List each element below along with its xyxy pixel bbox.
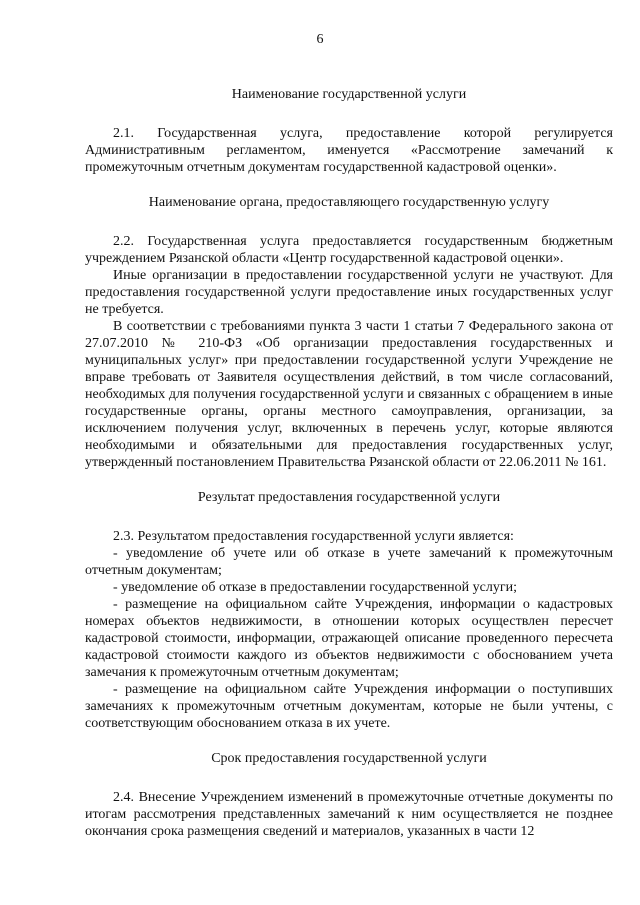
paragraph: В соответствии с требованиями пункта 3 части 1 статьи 7 Федерального закона от 27.07.2010 № 210-ФЗ «Об организации предоставления государственных и муниципальных услуг» при предоставлении государственной услуги Учреждение не вправе требовать от Заявителя осуществления действий, в том числе согласований, необходимых для получения государственной услуги и связанных с обращением в иные государственные органы, органы местного самоуправления, организации, за исключением получения услуг, включенных в перечень услуг, которые являются необходимыми и обязательными для предоставления государственных услуг, утвержденный постановлением Правительства Рязанской области от 22.06.2011 № 161. [85,319,613,470]
section-heading: Наименование органа, предоставляющего государственную услугу [148,195,550,210]
page-number: 6 [316,32,324,47]
list-item: - уведомление об отказе в предоставлении государственной услуги; [113,580,517,595]
paragraph: Иные организации в предоставлении государственной услуги не участвуют. Для предоставления государственной услуги предоставление иных государственных услуг не требуется. [85,268,613,317]
section-heading: Срок предоставления государственной услуги [211,751,487,766]
paragraph: 2.1. Государственная услуга, предоставление которой регулируется Административным регламентом, именуется «Рассмотрение замечаний к промежуточным отчетным документам государственной кадастровой оценки». [85,126,613,175]
paragraph: 2.4. Внесение Учреждением изменений в промежуточные отчетные документы по итогам рассмотрения представленных замечаний к ним осуществляется не позднее окончания срока размещения сведений и материалов, указанных в части 12 [85,790,613,839]
section-heading: Результат предоставления государственной услуги [197,490,501,505]
section-heading: Наименование государственной услуги [231,87,467,102]
document-body [85,86,613,840]
list-item: - размещение на официальном сайте Учреждения, информации о кадастровых номерах объектов недвижимости, в отношении которых осуществлен пересчет кадастровой стоимости, информации, отражающей описание проведенного пересчета кадастровой стоимости каждого из объектов недвижимости с обоснованием учета замечания к промежуточным отчетным документам; [85,597,613,680]
list-item: - размещение на официальном сайте Учреждения информации о поступивших замечаниях к промежуточным отчетным документам, которые не были учтены, с соответствующим обоснованием отказа в их учете. [85,682,613,731]
list-item: - уведомление об учете или об отказе в учете замечаний к промежуточным отчетным документам; [85,546,613,578]
paragraph: 2.2. Государственная услуга предоставляется государственным бюджетным учреждением Рязанской области «Центр государственной кадастровой оценки». [85,234,613,266]
paragraph: 2.3. Результатом предоставления государственной услуги является: [113,529,514,544]
